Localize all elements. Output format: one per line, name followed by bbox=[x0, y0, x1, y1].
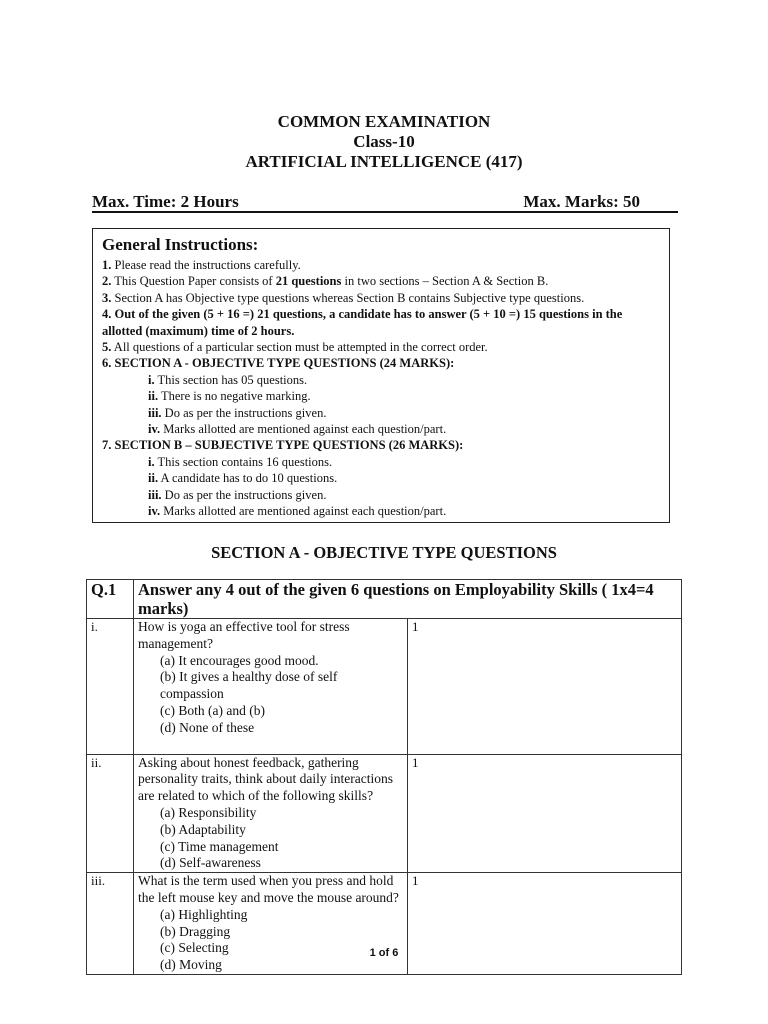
table-row bbox=[87, 619, 682, 755]
section-b-note: iii. Do as per the instructions given. bbox=[148, 487, 327, 502]
option: (b) It gives a healthy dose of self compassion bbox=[160, 669, 338, 702]
instruction-1: 1. Please read the instructions carefully. bbox=[102, 258, 301, 272]
option: (d) None of these bbox=[160, 719, 255, 735]
section-b-note: i. This section contains 16 questions. bbox=[148, 454, 333, 469]
marks: 1 bbox=[408, 873, 682, 975]
marks: 1 bbox=[408, 619, 682, 755]
question-number: Q.1 bbox=[87, 580, 134, 619]
sub-question bbox=[134, 754, 408, 873]
sub-question bbox=[134, 873, 408, 975]
exam-name: COMMON EXAMINATION bbox=[277, 112, 491, 131]
section-a-title: SECTION A - OBJECTIVE TYPE QUESTIONS bbox=[211, 543, 557, 562]
max-time: Max. Time: 2 Hours bbox=[92, 192, 239, 211]
max-marks: Max. Marks: 50 bbox=[523, 192, 640, 211]
section-a-note: iii. Do as per the instructions given. bbox=[148, 405, 327, 420]
option: (d) Moving bbox=[160, 957, 222, 973]
option: (a) Highlighting bbox=[160, 906, 248, 922]
exam-subject: ARTIFICIAL INTELLIGENCE (417) bbox=[245, 152, 523, 171]
instruction-6: 6. SECTION A - OBJECTIVE TYPE QUESTIONS (24 MARKS): bbox=[102, 356, 455, 371]
sub-question-number: iii. bbox=[87, 873, 134, 975]
page-number: 1 of 6 bbox=[369, 947, 399, 959]
section-a-note: iv. Marks allotted are mentioned against each question/part. bbox=[148, 422, 447, 437]
question-text: Asking about honest feedback, gathering personality traits, think about daily interactions are related to which of the following skills? bbox=[138, 754, 393, 804]
sub-question bbox=[134, 619, 408, 755]
question-text: What is the term used when you press and hold the left mouse key and move the mouse around? bbox=[138, 873, 399, 905]
option: (c) Both (a) and (b) bbox=[160, 702, 265, 718]
option: (d) Self-awareness bbox=[160, 855, 261, 871]
section-b-note: ii. A candidate has to do 10 questions. bbox=[148, 471, 338, 486]
instruction-7: 7. SECTION B – SUBJECTIVE TYPE QUESTIONS (26 MARKS): bbox=[102, 438, 464, 453]
option: (c) Time management bbox=[160, 838, 279, 854]
exam-meta-row bbox=[92, 192, 678, 212]
option: (b) Adaptability bbox=[160, 821, 246, 837]
section-a-note: ii. There is no negative marking. bbox=[148, 389, 311, 404]
general-instructions-box bbox=[92, 228, 670, 523]
exam-header bbox=[0, 112, 768, 172]
option: (a) It encourages good mood. bbox=[160, 652, 319, 668]
option: (b) Dragging bbox=[160, 923, 231, 939]
instruction-5: 5. All questions of a particular section must be attempted in the correct order. bbox=[102, 340, 488, 355]
instruction-3: 3. Section A has Objective type questions whereas Section B contains Subjective type questions. bbox=[102, 290, 585, 305]
question-header-row bbox=[87, 580, 682, 619]
instruction-4: 4. Out of the given (5 + 16 =) 21 questions, a candidate has to answer (5 + 10 =) 15 questions in the allotted (maximum) time of 2 hours. bbox=[102, 307, 623, 338]
table-row bbox=[87, 754, 682, 873]
sub-question-number: ii. bbox=[87, 754, 134, 873]
meta-divider bbox=[92, 211, 678, 213]
option: (c) Selecting bbox=[160, 940, 229, 956]
sub-question-number: i. bbox=[87, 619, 134, 755]
question-table bbox=[86, 579, 682, 975]
table-row bbox=[87, 873, 682, 975]
instruction-2: 2. This Question Paper consists of 21 questions in two sections – Section A & Section B. bbox=[102, 274, 549, 289]
question-title: Answer any 4 out of the given 6 questions on Employability Skills ( 1x4=4 marks) bbox=[134, 580, 682, 619]
general-instructions-heading: General Instructions: bbox=[102, 235, 259, 254]
option: (a) Responsibility bbox=[160, 804, 257, 820]
question-text: How is yoga an effective tool for stress management? bbox=[138, 619, 350, 651]
section-b-note: iv. Marks allotted are mentioned against each question/part. bbox=[148, 504, 447, 519]
marks: 1 bbox=[408, 754, 682, 873]
exam-class: Class-10 bbox=[353, 132, 415, 151]
section-a-note: i. This section has 05 questions. bbox=[148, 372, 308, 387]
